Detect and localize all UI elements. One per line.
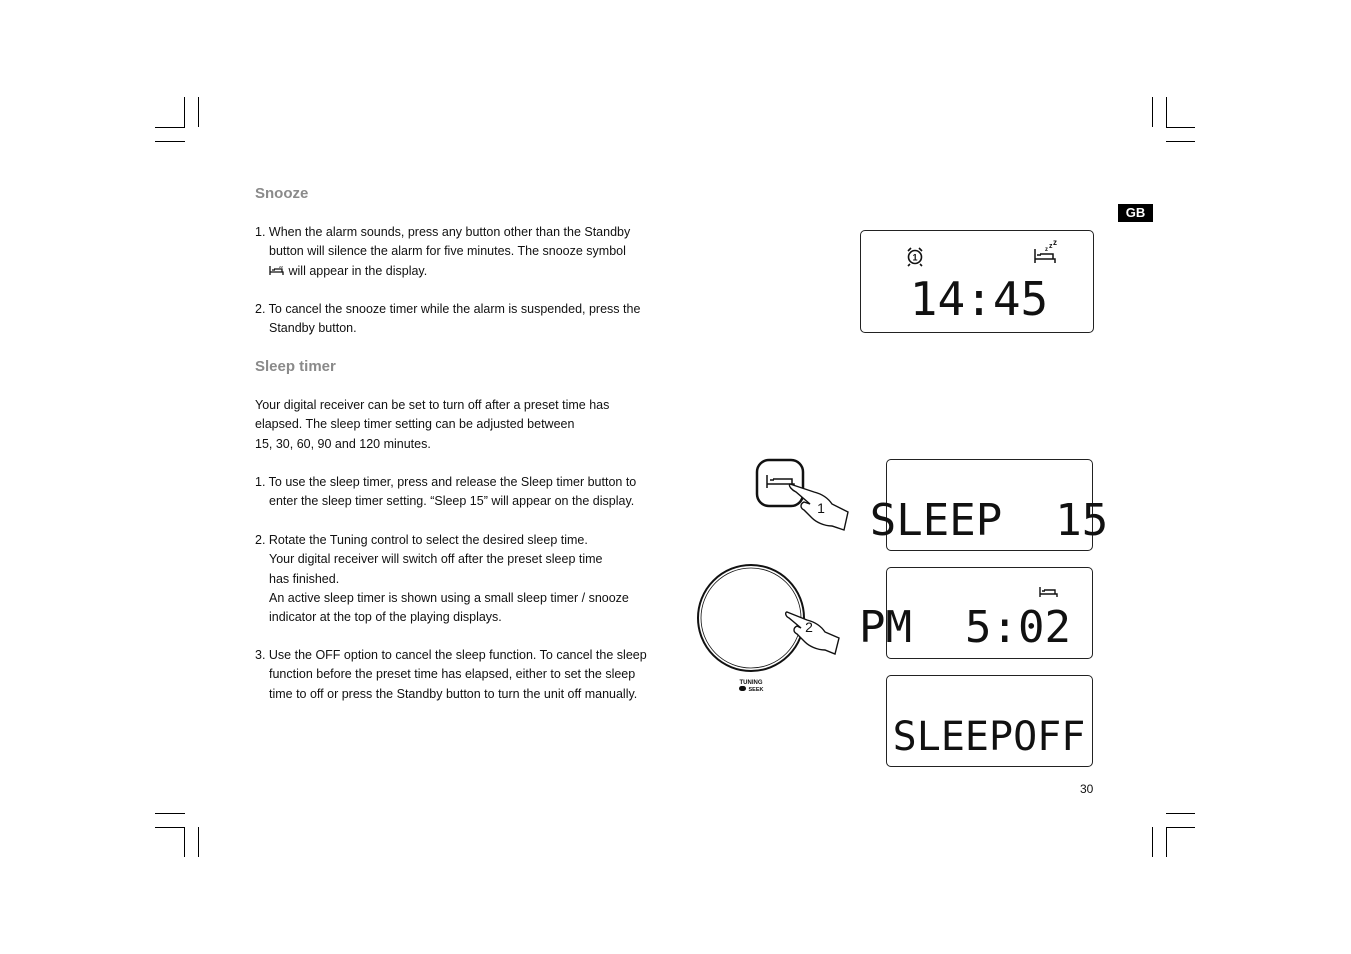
crop-mark [1166, 813, 1195, 814]
snooze-bed-icon [1035, 238, 1057, 263]
sleep-step-1 [255, 473, 636, 512]
sleep-step-3 [255, 646, 647, 704]
seek-indicator [739, 686, 746, 691]
text-line: 1. To use the sleep timer, press and release the Sleep timer button to [255, 475, 637, 489]
tuning-knob-graphic [695, 562, 845, 697]
crop-mark [1166, 97, 1167, 127]
crop-mark [1166, 127, 1195, 128]
sleep-timer-intro [255, 396, 609, 454]
snooze-bed-icon [269, 264, 285, 276]
text-line: time to off or press the Standby button to turn the unit off manually. [269, 686, 638, 701]
crop-mark [155, 827, 185, 828]
tuning-label: TUNING [739, 680, 763, 686]
text-fragment: will appear in the display. [288, 263, 428, 278]
time-readout: 14:45 [909, 272, 1049, 326]
snooze-heading: Snooze [255, 185, 309, 202]
step-label-1: 1 [817, 500, 825, 516]
sleep-button-graphic [752, 456, 852, 536]
sleep-bed-icon [1040, 587, 1057, 597]
crop-mark [1166, 141, 1195, 142]
crop-mark [1166, 827, 1195, 828]
crop-mark [198, 97, 199, 127]
lcd-sleep-15-display [869, 459, 1109, 551]
lcd-clock-graphics [859, 568, 1092, 658]
alarm-number: 1 [912, 252, 918, 263]
page-number: 30 [1080, 782, 1094, 796]
text-line: 15, 30, 60, 90 and 120 minutes. [255, 436, 431, 451]
lcd-snooze-display [860, 230, 1094, 333]
sleep-off-readout: SLEEPOFF [892, 714, 1086, 760]
text-line: Standby button. [269, 321, 357, 336]
crop-mark [184, 97, 185, 127]
text-line: enter the sleep timer setting. “Sleep 15” will appear on the display. [269, 494, 635, 509]
crop-mark [155, 127, 185, 128]
language-badge: GB [1118, 204, 1153, 222]
sleep-button-illustration [752, 456, 852, 536]
svg-text:z: z [1053, 238, 1057, 247]
snooze-step-1 [255, 223, 630, 281]
text-line: has finished. [269, 571, 340, 586]
lcd-snooze-graphics [861, 231, 1093, 332]
lcd-sleep-off-graphics [887, 676, 1092, 766]
alarm-clock-icon [908, 248, 922, 266]
snooze-step-2 [255, 300, 640, 339]
text-line: function before the preset time has elapsed, either to set the sleep [269, 667, 636, 682]
crop-mark [184, 827, 185, 857]
seek-label: SEEK [748, 687, 764, 693]
tuning-knob-illustration [695, 562, 845, 697]
svg-text:zz: zz [279, 263, 283, 269]
sleep-15-readout: SLEEP 15 [869, 495, 1109, 546]
text-line: button will silence the alarm for five minutes. The snooze symbol [269, 244, 626, 259]
clock-readout: PM 5:02 [859, 602, 1071, 653]
sleep-timer-heading: Sleep timer [255, 358, 336, 375]
text-line: 1. When the alarm sounds, press any button other than the Standby [255, 225, 631, 239]
crop-mark [1166, 827, 1167, 857]
crop-mark [198, 827, 199, 857]
text-line: Your digital receiver will switch off after the preset sleep time [269, 552, 603, 567]
text-line: Your digital receiver can be set to turn off after a preset time has [255, 398, 610, 412]
text-line [255, 262, 630, 281]
lcd-sleep-off-display [886, 675, 1093, 767]
svg-text:z: z [1045, 247, 1048, 253]
text-line: 3. Use the OFF option to cancel the sleep function. To cancel the sleep [255, 648, 647, 662]
text-line: 2. Rotate the Tuning control to select the desired sleep time. [255, 533, 588, 547]
step-label-2: 2 [805, 619, 813, 635]
text-line: 2. To cancel the snooze timer while the alarm is suspended, press the [255, 302, 641, 316]
crop-mark [155, 141, 185, 142]
crop-mark [1152, 827, 1153, 857]
text-line: elapsed. The sleep timer setting can be adjusted between [255, 417, 575, 432]
text-line: indicator at the top of the playing displays. [269, 610, 502, 625]
lcd-sleep-15-graphics [869, 460, 1109, 550]
crop-mark [155, 813, 185, 814]
sleep-step-2 [255, 531, 629, 627]
crop-mark [1152, 97, 1153, 127]
svg-text:z: z [1049, 243, 1053, 250]
lcd-clock-display [859, 567, 1093, 659]
text-line: An active sleep timer is shown using a small sleep timer / snooze [269, 590, 629, 605]
